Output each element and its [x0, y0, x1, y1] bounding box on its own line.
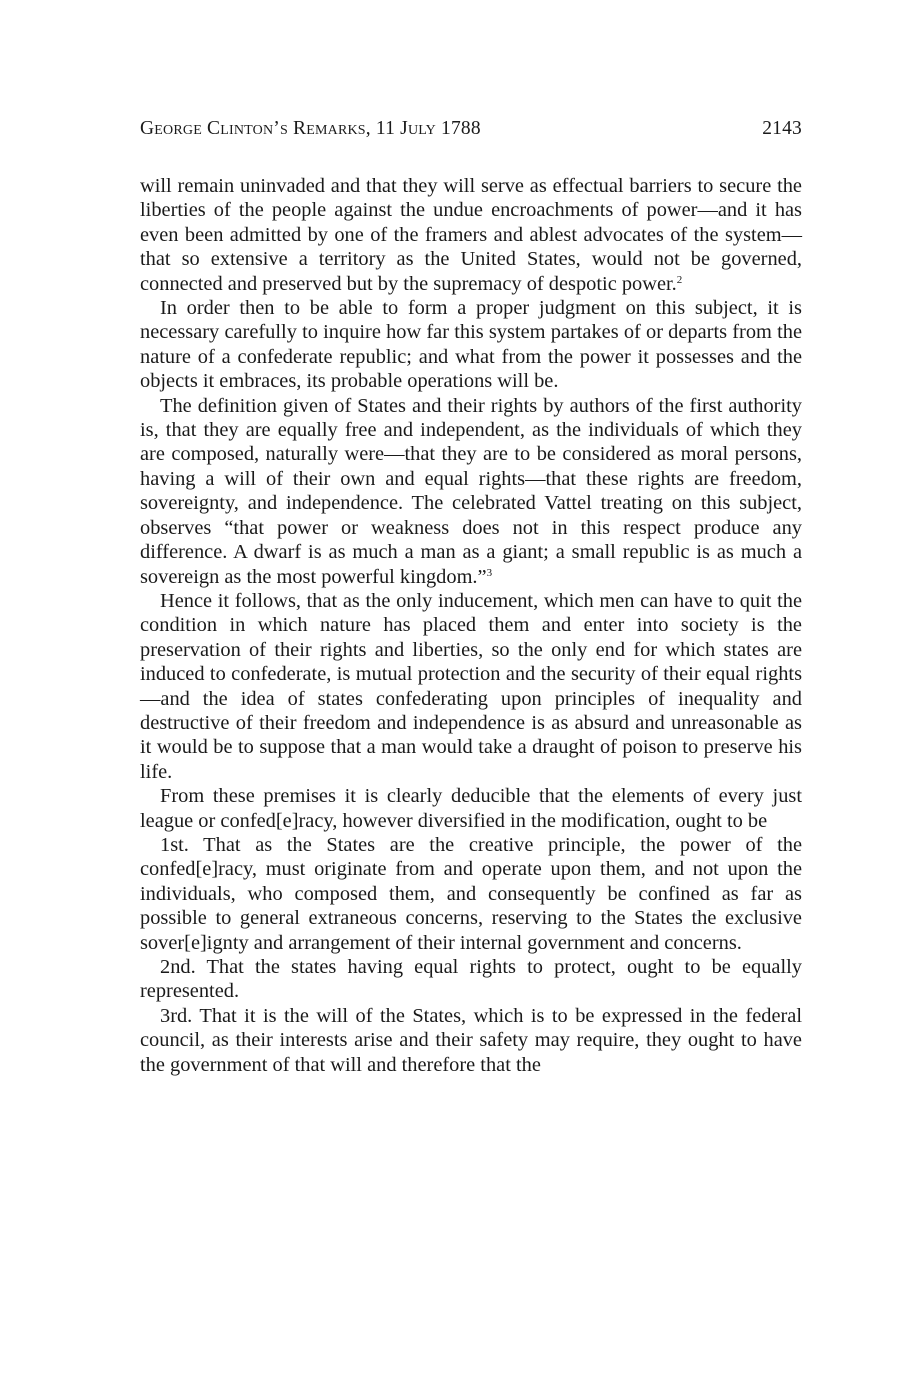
footnote-reference: 2 — [676, 273, 683, 286]
paragraph-text: will remain uninvaded and that they will serve as effectual barriers to secure the liberties of the people against the undue encroachments of power—and it has even been admitted by one of the framers and ablest advocates of the system—that so extensive a territory as the United States, would not be governed, connected and preserved but by the supremacy of despotic power. — [140, 175, 802, 295]
paragraph — [140, 394, 802, 589]
paragraph — [140, 589, 802, 784]
page-number: 2143 — [762, 118, 802, 139]
paragraph — [140, 833, 802, 955]
paragraph — [140, 174, 802, 296]
paragraph-text: From these premises it is clearly deducible that the elements of every just league or confed[e]racy, however diversified in the modification, ought to be — [140, 785, 802, 832]
body-text — [140, 174, 802, 1077]
document-page — [140, 118, 802, 1077]
paragraph-text: In order then to be able to form a proper judgment on this subject, it is necessary carefully to inquire how far this system partakes of or departs from the nature of a confederate republic; and what from the power it possesses and the objects it embraces, its probable operations will be. — [140, 297, 802, 393]
paragraph-text: Hence it follows, that as the only inducement, which men can have to quit the condition in which nature has placed them and enter into society is the preservation of their rights and liberties, so the only end for which states are induced to confederate, is mutual protection and the security of their equal rights—and the idea of states confederating upon principles of inequality and destructive of their freedom and independence is as absurd and unreasonable as it would be to suppose that a man would take a draught of poison to preserve his life. — [140, 589, 802, 783]
running-title: George Clinton’s Remarks, 11 July 1788 — [140, 118, 481, 139]
paragraph-text: The definition given of States and their rights by authors of the first authority is, that they are equally free and independent, as the individuals of which they are composed, naturally were—that they are to be considered as moral persons, having a will of their own and equal rights—that these rights are freedom, sovereignty, and independence. The celebrated Vattel treating on this subject, observes “that power or weakness does not in this respect produce any difference. A dwarf is as much a man as a giant; a small republic is as much a sovereign as the most powerful kingdom.” — [140, 394, 802, 588]
paragraph-text: 1st. That as the States are the creative principle, the power of the confed[e]racy, must originate from and operate upon them, and not upon the individuals, who composed them, and consequently be confined as far as possible to general extraneous concerns, reserving to the States the exclusive sover[e]ignty and arrangement of their internal government and concerns. — [140, 833, 802, 954]
footnote-reference: 3 — [486, 566, 493, 579]
paragraph-text: 2nd. That the states having equal rights to protect, ought to be equally represented. — [140, 956, 802, 1003]
paragraph — [140, 955, 802, 1004]
paragraph-text: 3rd. That it is the will of the States, which is to be expressed in the federal council, as their interests arise and their safety may require, they ought to have the government of that will and therefore that the — [140, 1004, 802, 1076]
paragraph — [140, 784, 802, 833]
paragraph — [140, 296, 802, 394]
paragraph — [140, 1004, 802, 1077]
running-head — [140, 118, 802, 152]
